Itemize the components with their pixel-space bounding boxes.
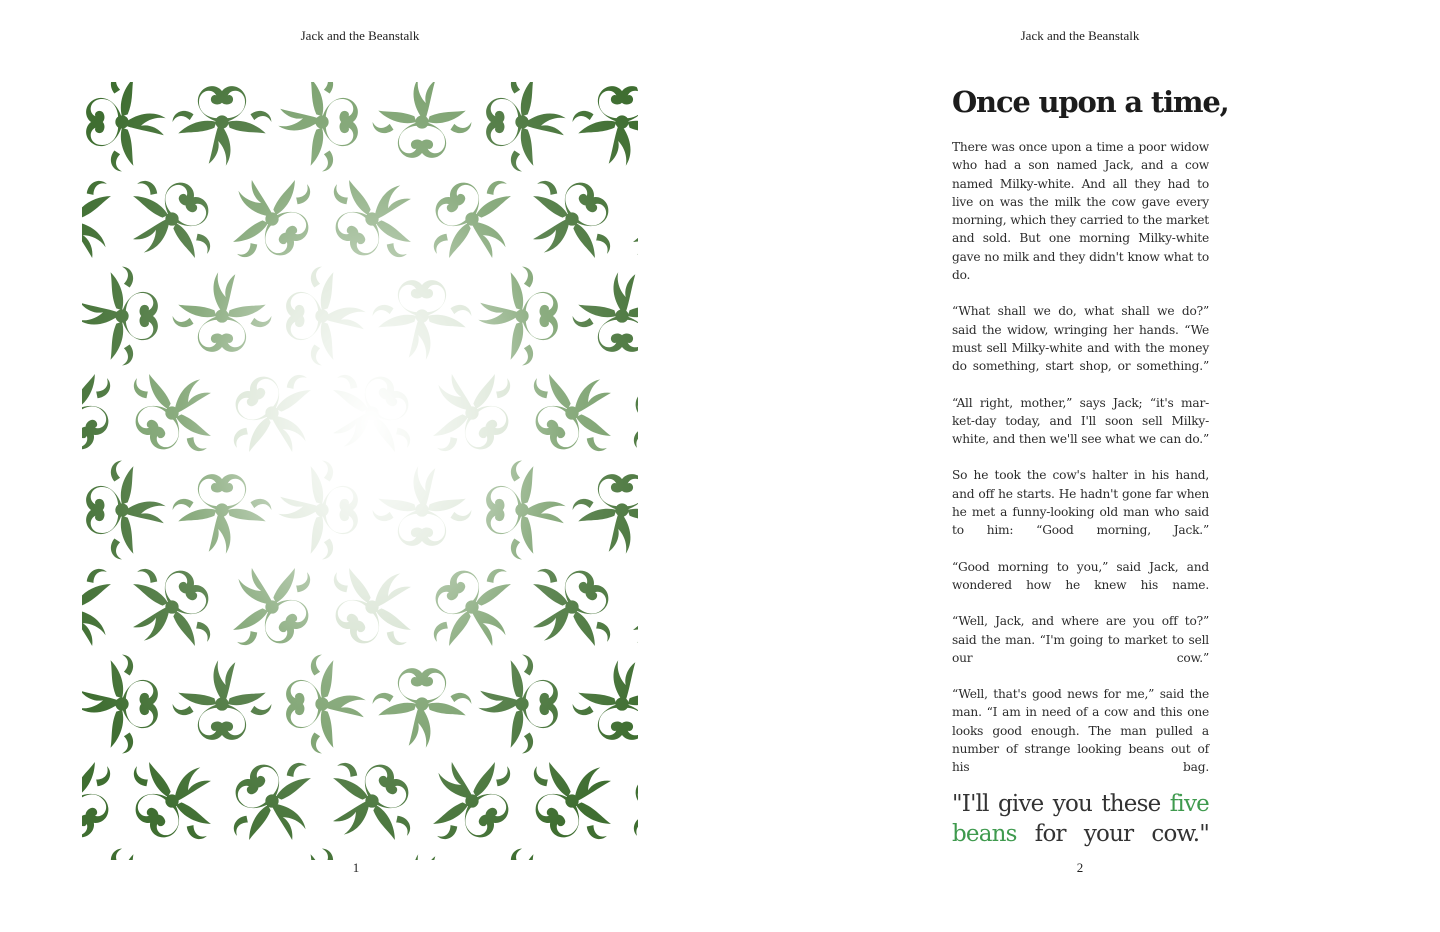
- paragraph-1: There was once upon a time a poor widow who had a son named Jack, and a cow named Milky-white. And all they had to live on was the milk the cow gave every morning, which they carried to the market and sold. But one morning Milky-white gave no milk and they didn't know what to do.: [952, 140, 1209, 283]
- paragraph-2: “What shall we do, what shall we do?” said the widow, wringing her hands. “We must sell Milky-white and with the money do something, start shop, or something.”: [952, 304, 1209, 374]
- paragraph-3: “All right, mother,” says Jack; “it's mar-ket-day today, and I'll soon sell Milky-white, and then we'll see what we can do.”: [952, 395, 1209, 447]
- pull-quote-highlight-five: five: [1169, 790, 1209, 817]
- story-text-column: [952, 84, 1229, 849]
- paragraph-5: “Good morning to you,” said Jack, and wondered how he knew his name.: [952, 559, 1209, 592]
- pull-quote-end: for your cow.": [1016, 820, 1209, 847]
- running-head-left: Jack and the Beanstalk: [300, 28, 420, 43]
- paragraph-4: So he took the cow's halter in his hand, and off he starts. He hadn't gone far when he met a funny-looking old man who said to him: “Good morning, Jack.”: [952, 468, 1209, 538]
- paragraph-6: “Well, Jack, and where are you off to?” said the man. “I'm going to market to sell our cow.”: [952, 614, 1209, 665]
- right-page: [720, 0, 1440, 932]
- page-number-right: 2: [1076, 860, 1084, 875]
- pull-quote-highlight-beans: beans: [952, 820, 1017, 847]
- running-head-right: Jack and the Beanstalk: [1020, 28, 1140, 43]
- pull-quote-start: "I'll give you these: [952, 790, 1170, 817]
- chapter-title: Once upon a time,: [952, 85, 1229, 119]
- page-number-left: 1: [352, 860, 360, 875]
- paragraph-7: “Well, that's good news for me,” said the man. “I am in need of a cow and this one looks good enough. The man pulled a number of strange looking beans out of his bag.: [952, 687, 1209, 775]
- pull-quote: [952, 789, 1209, 849]
- damask-illustration: [82, 82, 638, 860]
